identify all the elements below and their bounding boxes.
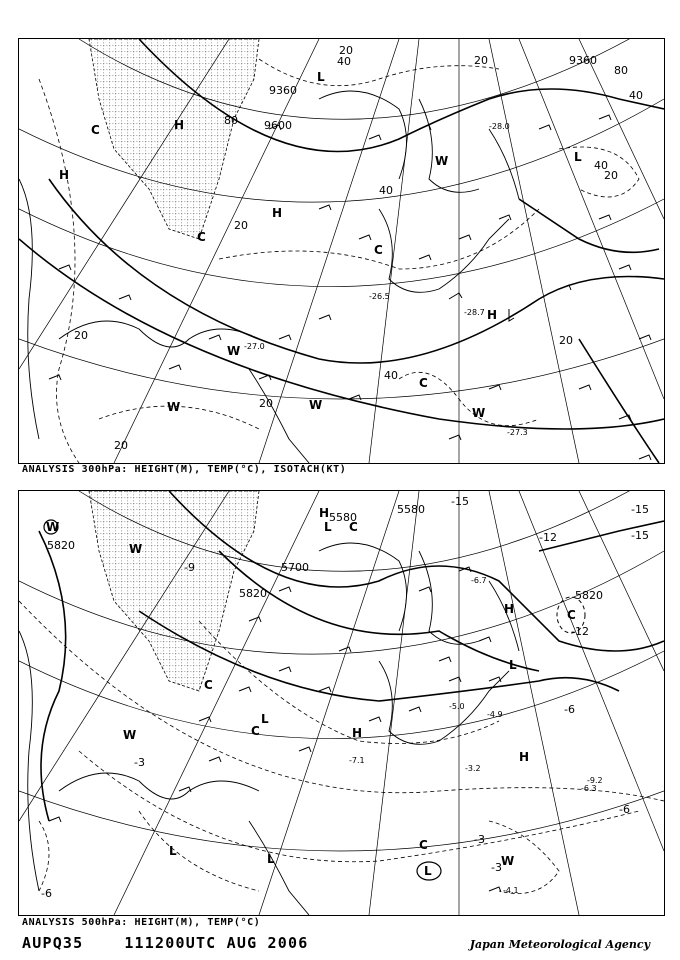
height-label: 5700 bbox=[281, 561, 309, 574]
height-labels bbox=[264, 54, 597, 132]
height-label: 5820 bbox=[47, 539, 75, 552]
center-label: W bbox=[501, 854, 515, 868]
isotherm-label: -12 bbox=[571, 625, 589, 638]
isotherm-label: -6 bbox=[41, 887, 52, 900]
isotherm-label: -12 bbox=[539, 531, 557, 544]
center-label: W bbox=[227, 344, 241, 358]
isotach-label: 20 bbox=[339, 44, 353, 57]
isotherm-label: -6 bbox=[619, 803, 630, 816]
center-label: L bbox=[261, 712, 269, 726]
center-label: W bbox=[46, 520, 60, 534]
hatched-region bbox=[89, 491, 259, 691]
isotach-label: 40 bbox=[629, 89, 643, 102]
center-label: H bbox=[352, 726, 363, 740]
center-label: L bbox=[324, 520, 332, 534]
center-label: C bbox=[204, 678, 213, 692]
height-label: 9600 bbox=[264, 119, 292, 132]
center-label: W bbox=[167, 400, 181, 414]
isotherm-label: -9 bbox=[184, 561, 195, 574]
isotherm-label: -15 bbox=[451, 495, 469, 508]
height-label: 5820 bbox=[239, 587, 267, 600]
center-label: H bbox=[59, 168, 70, 182]
map-300hpa-canvas bbox=[19, 39, 664, 463]
center-label: W bbox=[129, 542, 143, 556]
map-500hpa-canvas bbox=[19, 491, 664, 915]
temperature-value: -26.5 bbox=[369, 292, 390, 301]
center-label: L bbox=[169, 844, 177, 858]
center-label: L bbox=[424, 864, 432, 878]
isotach-label: 40 bbox=[384, 369, 398, 382]
center-label: H bbox=[174, 118, 185, 132]
analysis-500hpa-map bbox=[18, 490, 665, 916]
isotherm-label: -3 bbox=[474, 833, 485, 846]
center-label: H bbox=[487, 308, 498, 322]
height-label: 5580 bbox=[329, 511, 357, 524]
center-label: C bbox=[349, 520, 358, 534]
isotach-label: 20 bbox=[234, 219, 248, 232]
temperature-value: -4.9 bbox=[487, 710, 503, 719]
center-label: W bbox=[123, 728, 137, 742]
caption-300hpa: ANALYSIS 300hPa: HEIGHT(M), TEMP(°C), ISOTACH(KT) bbox=[22, 464, 347, 475]
isotherm-lines bbox=[19, 601, 664, 894]
chart-code: AUPQ35 bbox=[22, 934, 84, 952]
isotach-label: 20 bbox=[474, 54, 488, 67]
isotach-label: 20 bbox=[559, 334, 573, 347]
isotherm-label: -6 bbox=[564, 703, 575, 716]
isotach-label: 40 bbox=[337, 55, 351, 68]
valid-time: 111200UTC AUG 2006 bbox=[124, 934, 309, 952]
temperature-value: -5.0 bbox=[449, 702, 465, 711]
temperature-value: -9.2 bbox=[587, 776, 603, 785]
center-label: L bbox=[267, 852, 275, 866]
center-label: L bbox=[574, 150, 582, 164]
wind-barbs bbox=[49, 567, 501, 892]
temperature-value: -6.7 bbox=[471, 576, 487, 585]
temperature-values bbox=[244, 122, 528, 437]
agency-name: Japan Meteorological Agency bbox=[469, 938, 650, 951]
center-label: H bbox=[504, 602, 515, 616]
temperature-value: -7.1 bbox=[349, 756, 365, 765]
center-label: W bbox=[309, 398, 323, 412]
temperature-value: -27.3 bbox=[507, 428, 528, 437]
center-label: C bbox=[91, 123, 100, 137]
center-label: W bbox=[435, 154, 449, 168]
height-label: 9360 bbox=[269, 84, 297, 97]
center-label: C bbox=[374, 243, 383, 257]
hatched-region bbox=[89, 39, 259, 239]
center-label: W bbox=[472, 406, 486, 420]
isotherm-label: -3 bbox=[491, 861, 502, 874]
isotherm-label: -3 bbox=[134, 756, 145, 769]
isotach-label: 40 bbox=[379, 184, 393, 197]
chart-code-and-time bbox=[22, 934, 308, 952]
height-label: 9360 bbox=[569, 54, 597, 67]
temperature-value: -3.2 bbox=[465, 764, 481, 773]
isotach-label: 80 bbox=[614, 64, 628, 77]
center-label: H bbox=[319, 506, 330, 520]
isotach-label: 20 bbox=[74, 329, 88, 342]
height-label: 5580 bbox=[397, 503, 425, 516]
isotach-label: 40 bbox=[594, 159, 608, 172]
temperature-value: -28.0 bbox=[489, 122, 510, 131]
center-label: H bbox=[272, 206, 283, 220]
center-label: C bbox=[251, 724, 260, 738]
center-label: L bbox=[509, 658, 517, 672]
isotach-label: 20 bbox=[259, 397, 273, 410]
center-label: C bbox=[419, 376, 428, 390]
center-label: H bbox=[519, 750, 530, 764]
analysis-300hpa-map bbox=[18, 38, 665, 464]
center-label: C bbox=[419, 838, 428, 852]
center-label: L bbox=[317, 70, 325, 84]
center-label: C bbox=[567, 608, 576, 622]
temperature-value: -4.1 bbox=[503, 886, 519, 895]
temperature-value: -27.0 bbox=[244, 342, 265, 351]
isotach-label: 80 bbox=[224, 114, 238, 127]
isotach-label: 20 bbox=[604, 169, 618, 182]
isotherm-label: -15 bbox=[631, 503, 649, 516]
caption-500hpa: ANALYSIS 500hPa: HEIGHT(M), TEMP(°C) bbox=[22, 917, 261, 928]
temperature-value: -28.7 bbox=[464, 308, 485, 317]
height-label: 5820 bbox=[575, 589, 603, 602]
temperature-value: -6.3 bbox=[581, 784, 597, 793]
isotach-label: 20 bbox=[114, 439, 128, 452]
center-label: C bbox=[197, 230, 206, 244]
isotherm-label: -15 bbox=[631, 529, 649, 542]
